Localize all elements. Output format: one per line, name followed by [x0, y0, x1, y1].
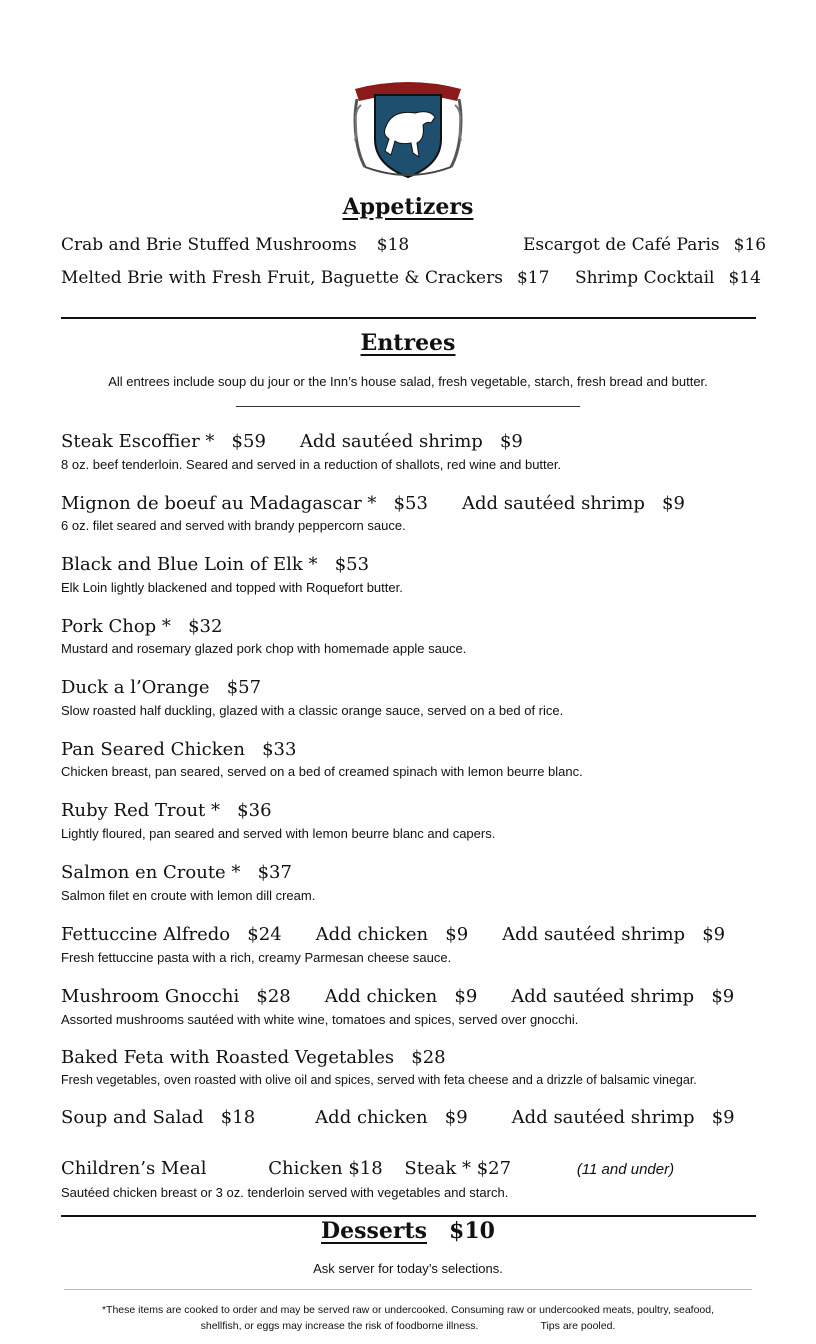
disclaimer-line-1: *These items are cooked to order and may be served raw or undercooked. Consuming raw or undercooked meats, poultry, seafood,	[101, 1304, 715, 1316]
entree-description: Chicken breast, pan seared, served on a bed of creamed spinach with lemon beurre blanc.	[61, 764, 583, 779]
addon-label: Add chicken $9	[315, 1107, 468, 1128]
childrens-steak-price: Steak * $27	[404, 1158, 512, 1179]
entree-description: 6 oz. filet seared and served with brandy peppercorn sauce.	[61, 518, 406, 533]
entree-description: Slow roasted half duckling, glazed with a classic orange sauce, served on a bed of rice.	[61, 703, 564, 718]
entree-title: Salmon en Croute * $37	[61, 862, 292, 883]
entree-title: Ruby Red Trout * $36	[61, 800, 272, 821]
section-divider	[61, 317, 756, 319]
entree-title: Pan Seared Chicken $33	[61, 739, 297, 760]
desserts-heading-row	[0, 1218, 816, 1244]
footer-divider	[64, 1289, 752, 1290]
entree-description: Sautéed chicken breast or 3 oz. tenderloin served with vegetables and starch.	[61, 1185, 509, 1200]
entree-title: Mignon de boeuf au Madagascar * $53 Add sautéed shrimp $9	[61, 493, 685, 514]
desserts-price: $10	[449, 1218, 495, 1244]
tips-note: Tips are pooled.	[540, 1320, 616, 1332]
addon-label: Add sautéed shrimp $9	[299, 431, 523, 452]
desserts-heading: Desserts	[321, 1218, 428, 1244]
entree-description: Assorted mushrooms sautéed with white wine, tomatoes and spices, served over gnocchi.	[61, 1012, 579, 1027]
childrens-chicken-price: Chicken $18	[268, 1158, 383, 1179]
entree-title: Fettuccine Alfredo $24 Add chicken $9 Add sautéed shrimp $9	[61, 924, 726, 945]
entree-title: Pork Chop * $32	[61, 616, 223, 637]
addon-label: Add sautéed shrimp $9	[502, 924, 726, 945]
addon-label: Add chicken $9	[315, 924, 469, 945]
inn-crest-logo	[351, 79, 465, 179]
appetizer-item: Crab and Brie Stuffed Mushrooms $18	[61, 235, 410, 255]
entree-description: Elk Loin lightly blackened and topped with Roquefort butter.	[61, 580, 403, 595]
entree-description: Fresh vegetables, oven roasted with olive oil and spices, served with feta cheese and a drizzle of balsamic vinegar.	[61, 1073, 697, 1087]
entrees-note: All entrees include soup du jour or the Inn’s house salad, fresh vegetable, starch, fresh bread and butter.	[108, 374, 708, 389]
childrens-meal-title: Children’s Meal Chicken $18 Steak * $27 (11 and under)	[61, 1158, 675, 1179]
entree-description: Salmon filet en croute with lemon dill cream.	[61, 888, 316, 903]
entree-title: Soup and Salad $18 Add chicken $9 Add sautéed shrimp $9	[61, 1107, 735, 1128]
entree-title: Steak Escoffier * $59 Add sautéed shrimp $9	[61, 431, 523, 452]
addon-label: Add sautéed shrimp $9	[511, 1107, 735, 1128]
entree-description: Mustard and rosemary glazed pork chop with homemade apple sauce.	[61, 641, 467, 656]
disclaimer-line-2: shellfish, or eggs may increase the risk of foodborne illness. Tips are pooled.	[200, 1320, 616, 1332]
addon-label: Add sautéed shrimp $9	[511, 986, 735, 1007]
entrees-heading: Entrees	[360, 330, 456, 356]
addon-label: Add sautéed shrimp $9	[461, 493, 685, 514]
appetizer-item: Escargot de Café Paris $16	[523, 235, 767, 255]
entree-description: 8 oz. beef tenderloin. Seared and served in a reduction of shallots, red wine and butter.	[61, 457, 562, 472]
appetizer-item: Shrimp Cocktail $14	[575, 268, 761, 288]
appetizers-heading: Appetizers	[342, 194, 474, 220]
entree-title: Black and Blue Loin of Elk * $53	[61, 554, 370, 575]
section-divider	[61, 1215, 756, 1217]
appetizer-item: Melted Brie with Fresh Fruit, Baguette & Crackers $17	[61, 268, 550, 288]
entree-title: Baked Feta with Roasted Vegetables $28	[61, 1047, 446, 1068]
entree-description: Lightly floured, pan seared and served with lemon beurre blanc and capers.	[61, 826, 496, 841]
childrens-age-note: (11 and under)	[576, 1161, 675, 1178]
entree-title: Duck a l’Orange $57	[61, 677, 262, 698]
addon-label: Add chicken $9	[324, 986, 478, 1007]
desserts-note: Ask server for today’s selections.	[313, 1261, 503, 1276]
short-divider	[236, 406, 580, 407]
entree-title: Mushroom Gnocchi $28 Add chicken $9 Add sautéed shrimp $9	[61, 986, 735, 1007]
entree-description: Fresh fettuccine pasta with a rich, creamy Parmesan cheese sauce.	[61, 950, 452, 965]
